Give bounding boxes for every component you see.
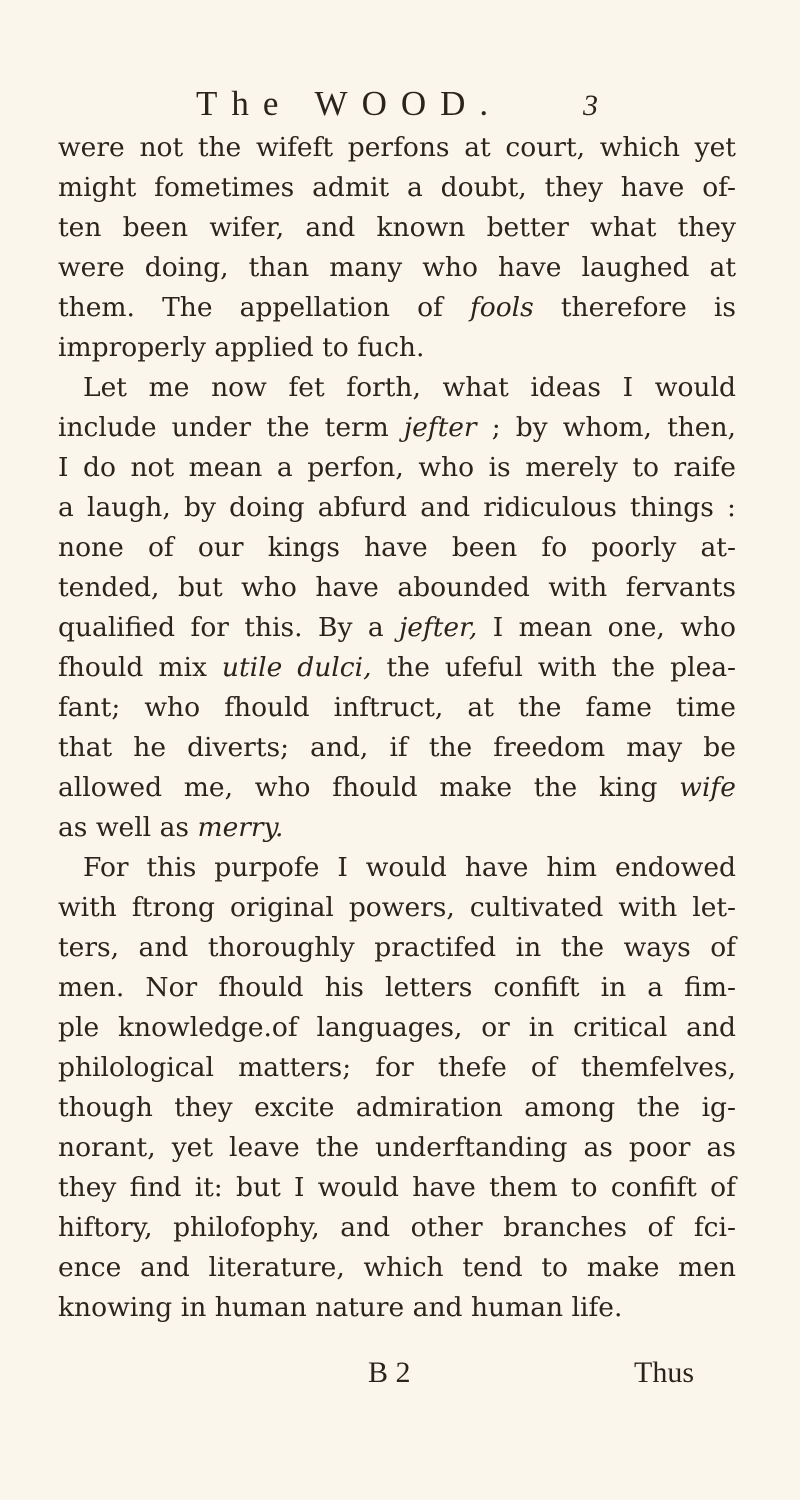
running-title: The WOOD. xyxy=(196,84,503,123)
word: tended, xyxy=(58,572,160,603)
word: at xyxy=(464,132,491,163)
word: include xyxy=(58,412,157,443)
word: ; xyxy=(491,412,501,443)
word: ways xyxy=(623,932,691,963)
word: well xyxy=(95,812,152,843)
text-line xyxy=(58,728,736,768)
word: fant; xyxy=(58,692,121,723)
text-line xyxy=(58,1088,736,1128)
word: practifed xyxy=(374,932,497,963)
italic-word: wife xyxy=(679,772,736,803)
text-line xyxy=(58,568,736,608)
word: find xyxy=(129,1172,182,1203)
word: the xyxy=(533,772,578,803)
word: powers, xyxy=(348,892,455,923)
word: a xyxy=(647,972,664,1003)
word: them xyxy=(489,1172,558,1203)
word: raife xyxy=(673,452,736,483)
word: which xyxy=(599,132,680,163)
word: than xyxy=(248,252,310,283)
word: fim- xyxy=(684,972,736,1003)
word: I xyxy=(492,612,504,643)
word: fhould xyxy=(218,972,304,1003)
word: they xyxy=(174,1092,233,1123)
running-head xyxy=(196,84,598,124)
word: knowing xyxy=(58,1292,173,1323)
word: By xyxy=(317,612,353,643)
text-line xyxy=(58,848,736,888)
word: that xyxy=(58,732,113,763)
word: poor xyxy=(628,1132,691,1163)
word: ufeful xyxy=(444,652,523,683)
text-line xyxy=(58,288,736,328)
word: The xyxy=(162,292,213,323)
word: with xyxy=(618,892,678,923)
word: fervants xyxy=(625,572,736,603)
word: would xyxy=(365,852,447,883)
word: known xyxy=(376,212,466,243)
word: Let xyxy=(83,372,127,403)
word: abfurd xyxy=(317,492,408,523)
word: with xyxy=(537,652,597,683)
word: and, xyxy=(310,732,369,763)
word: letters xyxy=(385,972,473,1003)
word: qualified xyxy=(58,612,176,643)
word: human xyxy=(470,1292,564,1323)
text-line xyxy=(58,208,736,248)
word: in xyxy=(180,1292,207,1323)
word: by xyxy=(183,492,216,523)
word: norant, xyxy=(58,1132,156,1163)
word: thoroughly xyxy=(207,932,355,963)
word: improperly xyxy=(58,332,206,363)
word: a xyxy=(276,452,293,483)
word: in xyxy=(515,932,542,963)
word: yet xyxy=(694,132,736,163)
text-line xyxy=(58,1288,736,1328)
word: things xyxy=(630,492,714,523)
word: nature xyxy=(315,1292,405,1323)
word: inftruct, xyxy=(333,692,444,723)
word: with xyxy=(548,572,608,603)
word: confift xyxy=(493,972,580,1003)
text-line xyxy=(58,1168,736,1208)
text-line xyxy=(58,968,736,1008)
word: whom, xyxy=(562,412,652,443)
word: life. xyxy=(571,1292,623,1323)
word: who xyxy=(241,572,297,603)
word: doing xyxy=(229,492,305,523)
word: none xyxy=(58,532,124,563)
word: it: xyxy=(194,1172,223,1203)
word: they xyxy=(544,172,603,203)
italic-word: fools xyxy=(469,292,534,323)
word: hiftory, xyxy=(58,1212,153,1243)
word: the xyxy=(428,732,473,763)
word: of xyxy=(147,532,174,563)
word: our xyxy=(197,532,244,563)
word: mean xyxy=(188,452,263,483)
word: in xyxy=(528,1012,555,1043)
word: have xyxy=(497,252,562,283)
text-line xyxy=(58,808,736,848)
word: make xyxy=(439,772,513,803)
word: mix xyxy=(158,652,207,683)
word: other xyxy=(410,1212,483,1243)
word: cultivated xyxy=(469,892,604,923)
word: fame xyxy=(585,692,652,723)
word: king xyxy=(598,772,658,803)
text-line xyxy=(58,528,736,568)
word: have xyxy=(620,172,685,203)
word: the xyxy=(386,652,430,683)
text-line xyxy=(58,1208,736,1248)
word: of xyxy=(710,1172,736,1203)
word: laughed xyxy=(581,252,690,283)
word: and xyxy=(138,932,189,963)
word: branches xyxy=(503,1212,627,1243)
word: him xyxy=(546,852,598,883)
word: at xyxy=(467,692,494,723)
word: For xyxy=(83,852,129,883)
text-line xyxy=(58,168,736,208)
italic-word: dulci, xyxy=(297,652,372,683)
word: languages, xyxy=(316,1012,463,1043)
word: wifer, xyxy=(209,212,285,243)
word: who xyxy=(422,252,478,283)
word: plea- xyxy=(670,652,736,683)
word: have xyxy=(364,532,428,563)
word: the xyxy=(517,692,562,723)
word: were xyxy=(58,252,125,283)
word: if xyxy=(389,732,408,763)
word: philological xyxy=(58,1052,214,1083)
word: abounded xyxy=(397,572,530,603)
word: ple xyxy=(58,1012,100,1043)
word: I xyxy=(294,1172,305,1203)
word: original xyxy=(229,892,334,923)
word: fuch. xyxy=(357,332,425,363)
word: time xyxy=(676,692,736,723)
word: been xyxy=(451,532,518,563)
word: the xyxy=(560,932,605,963)
word: ten xyxy=(58,212,102,243)
text-line xyxy=(58,888,736,928)
signature-mark: B 2 xyxy=(368,1356,411,1389)
word: be xyxy=(703,732,736,763)
italic-word: jefter xyxy=(403,412,477,443)
word: freedom xyxy=(493,732,606,763)
word: knowledge.of xyxy=(117,1012,298,1043)
word: though xyxy=(58,1092,153,1123)
word: matters; xyxy=(238,1052,352,1083)
word: therefore xyxy=(560,292,687,323)
word: better xyxy=(486,212,569,243)
word: let- xyxy=(692,892,736,923)
body-text xyxy=(58,128,736,1328)
word: court, xyxy=(505,132,586,163)
word: is xyxy=(713,292,736,323)
word: fhould xyxy=(224,692,310,723)
text-line xyxy=(58,1248,736,1288)
word: who xyxy=(254,772,311,803)
word: as xyxy=(583,1132,613,1163)
word: laugh, xyxy=(87,492,171,523)
word: them. xyxy=(58,292,135,323)
word: ters, xyxy=(58,932,120,963)
word: ig- xyxy=(701,1092,736,1123)
word: of xyxy=(647,1212,674,1243)
word: and xyxy=(686,1012,736,1043)
word: fci- xyxy=(693,1212,736,1243)
word: I xyxy=(58,452,69,483)
word: men. xyxy=(58,972,125,1003)
italic-word: jefter, xyxy=(399,612,478,643)
word: may xyxy=(626,732,683,763)
italic-word: merry. xyxy=(197,812,284,843)
word: endowed xyxy=(614,852,736,883)
text-line xyxy=(58,408,736,448)
word: they xyxy=(58,1172,117,1203)
word: of xyxy=(530,1052,557,1083)
word: were xyxy=(58,132,125,163)
word: men xyxy=(678,1252,736,1283)
word: fet xyxy=(288,372,325,403)
word: have xyxy=(315,572,379,603)
word: a xyxy=(407,172,423,203)
word: but xyxy=(236,1172,281,1203)
word: fometimes xyxy=(154,172,295,203)
text-line xyxy=(58,1048,736,1088)
word: one, xyxy=(607,612,665,643)
word: not xyxy=(139,132,184,163)
word: critical xyxy=(573,1012,668,1043)
word: fhould xyxy=(58,652,144,683)
word: and xyxy=(305,212,356,243)
text-line xyxy=(58,688,736,728)
word: fhould xyxy=(332,772,418,803)
word: Nor xyxy=(145,972,198,1003)
word: ftrong xyxy=(131,892,215,923)
word: as xyxy=(58,812,88,843)
word: but xyxy=(177,572,223,603)
word: underftanding xyxy=(375,1132,568,1163)
word: philofophy, xyxy=(173,1212,320,1243)
word: of xyxy=(710,932,736,963)
page-number: 3 xyxy=(583,89,598,122)
italic-word: utile xyxy=(221,652,283,683)
word: merely xyxy=(525,452,618,483)
word: the xyxy=(197,132,242,163)
text-line xyxy=(58,328,736,368)
word: forth, xyxy=(346,372,421,403)
word: under xyxy=(171,412,252,443)
text-line xyxy=(58,648,736,688)
text-line xyxy=(58,248,736,288)
text-line xyxy=(58,128,736,168)
word: who xyxy=(680,612,736,643)
word: who xyxy=(144,692,201,723)
word: might xyxy=(58,172,137,203)
word: the xyxy=(315,1132,360,1163)
word: of xyxy=(417,292,443,323)
word: admiration xyxy=(355,1092,503,1123)
word: fo xyxy=(541,532,568,563)
word: as xyxy=(159,812,190,843)
word: or xyxy=(481,1012,510,1043)
word: doubt, xyxy=(440,172,527,203)
text-line xyxy=(58,488,736,528)
word: not xyxy=(130,452,175,483)
word: what xyxy=(590,212,657,243)
word: the xyxy=(266,412,310,443)
word: tend xyxy=(462,1252,523,1283)
page-footer xyxy=(0,1353,800,1393)
word: admit xyxy=(312,172,390,203)
word: thefe xyxy=(437,1052,507,1083)
word: I xyxy=(337,852,348,883)
word: make xyxy=(586,1252,660,1283)
word: human xyxy=(214,1292,307,1323)
word: doing, xyxy=(144,252,229,283)
word: kings xyxy=(267,532,340,563)
word: he xyxy=(133,732,166,763)
word: the xyxy=(636,1092,681,1123)
word: many xyxy=(329,252,403,283)
word: who xyxy=(418,452,475,483)
word: this. xyxy=(244,612,303,643)
word: among xyxy=(524,1092,616,1123)
word: to xyxy=(322,332,349,363)
word: his xyxy=(324,972,364,1003)
word: wifeft xyxy=(255,132,334,163)
word: at xyxy=(709,252,736,283)
word: mean xyxy=(518,612,593,643)
word: to xyxy=(541,1252,569,1283)
word: then, xyxy=(667,412,736,443)
word: to xyxy=(632,452,659,483)
word: purpofe xyxy=(214,852,320,883)
word: I xyxy=(622,372,634,403)
word: and xyxy=(412,1292,463,1323)
word: term xyxy=(324,412,389,443)
text-line xyxy=(58,1008,736,1048)
word: confift xyxy=(610,1172,697,1203)
word: leave xyxy=(229,1132,300,1163)
word: do xyxy=(83,452,116,483)
word: would xyxy=(654,372,736,403)
word: perfons xyxy=(347,132,450,163)
text-line xyxy=(58,1128,736,1168)
word: now xyxy=(211,372,267,403)
word: for xyxy=(190,612,229,643)
text-line xyxy=(58,448,736,488)
word: appellation xyxy=(239,292,390,323)
text-line xyxy=(58,608,736,648)
word: for xyxy=(375,1052,414,1083)
word: : xyxy=(727,492,736,523)
text-line xyxy=(58,768,736,808)
word: yet xyxy=(171,1132,213,1163)
word: ridiculous xyxy=(483,492,617,523)
word: as xyxy=(706,1132,736,1163)
word: have xyxy=(412,1172,476,1203)
word: me, xyxy=(183,772,234,803)
word: applied xyxy=(214,332,314,363)
word: with xyxy=(58,892,117,923)
word: this xyxy=(146,852,197,883)
word: and xyxy=(139,1252,190,1283)
word: a xyxy=(367,612,384,643)
word: to xyxy=(570,1172,598,1203)
word: allowed xyxy=(58,772,163,803)
word: a xyxy=(58,492,74,523)
word: have xyxy=(464,852,529,883)
word: what xyxy=(442,372,509,403)
text-line xyxy=(58,928,736,968)
word: they xyxy=(677,212,736,243)
word: themfelves, xyxy=(580,1052,736,1083)
word: ence xyxy=(58,1252,122,1283)
catchword: Thus xyxy=(634,1356,694,1389)
word: which xyxy=(363,1252,444,1283)
word: of- xyxy=(702,172,736,203)
word: is xyxy=(488,452,511,483)
word: the xyxy=(611,652,656,683)
word: in xyxy=(600,972,627,1003)
word: perfon, xyxy=(307,452,404,483)
word: at- xyxy=(700,532,736,563)
word: been xyxy=(122,212,189,243)
word: and xyxy=(420,492,471,523)
word: me xyxy=(148,372,190,403)
word: ideas xyxy=(530,372,601,403)
word: diverts; xyxy=(187,732,290,763)
word: by xyxy=(515,412,548,443)
word: excite xyxy=(254,1092,335,1123)
word: would xyxy=(317,1172,399,1203)
text-line xyxy=(58,368,736,408)
word: literature, xyxy=(208,1252,345,1283)
word: poorly xyxy=(591,532,677,563)
word: and xyxy=(340,1212,391,1243)
